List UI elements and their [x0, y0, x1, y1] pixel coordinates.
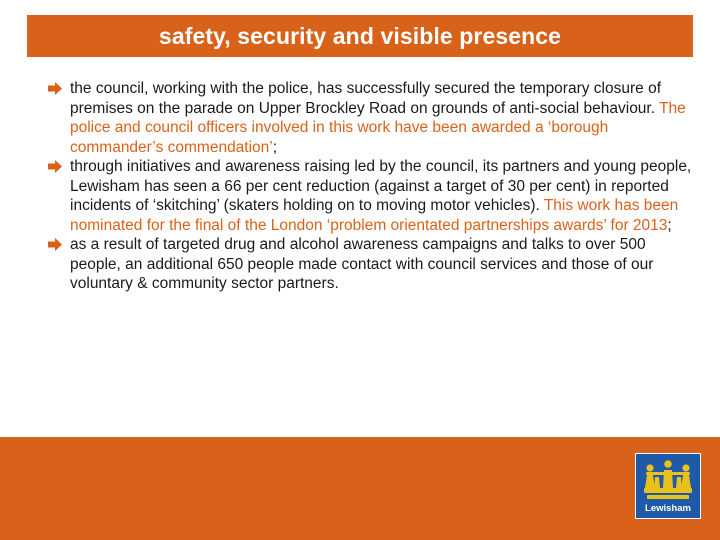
bullet-text: as a result of targeted drug and alcohol awareness campaigns and talks to over 500 people, an additional 650 people made contact with council services and those of our voluntary & community sector partners. — [70, 236, 654, 292]
slide-title-bar — [27, 15, 693, 57]
bullet-item — [48, 79, 693, 157]
bullet-suffix: ; — [272, 138, 278, 156]
bullet-highlight: The police and council officers involved in this work have been awarded a ‘borough commander’s commendation’ — [70, 99, 686, 156]
bullet-item — [48, 235, 693, 294]
bullet-item — [48, 157, 693, 235]
logo-label: Lewisham — [645, 503, 691, 514]
bullet-highlight: This work has been nominated for the final of the London ‘problem orientated partnerships awards’ for 2013 — [70, 197, 679, 234]
crown-icon — [644, 458, 692, 502]
lewisham-logo — [635, 453, 701, 519]
arrow-bullet-icon — [48, 160, 62, 173]
bullet-text: through initiatives and awareness raising led by the council, its partners and young people, Lewisham has seen a 66 per cent reduction (against a target of 30 per cent) in reported incidents of ‘skitching’ (skaters holding on to moving motor vehicles). — [70, 158, 692, 214]
arrow-bullet-icon — [48, 238, 62, 251]
bullet-list — [48, 79, 693, 294]
footer-band — [0, 437, 720, 540]
bullet-text: the council, working with the police, has successfully secured the temporary closure of premises on the parade on Upper Brockley Road on grounds of anti-social behaviour. — [70, 80, 662, 117]
bullet-suffix: ; — [667, 216, 672, 234]
slide-title: safety, security and visible presence — [158, 22, 562, 49]
arrow-bullet-icon — [48, 82, 62, 95]
